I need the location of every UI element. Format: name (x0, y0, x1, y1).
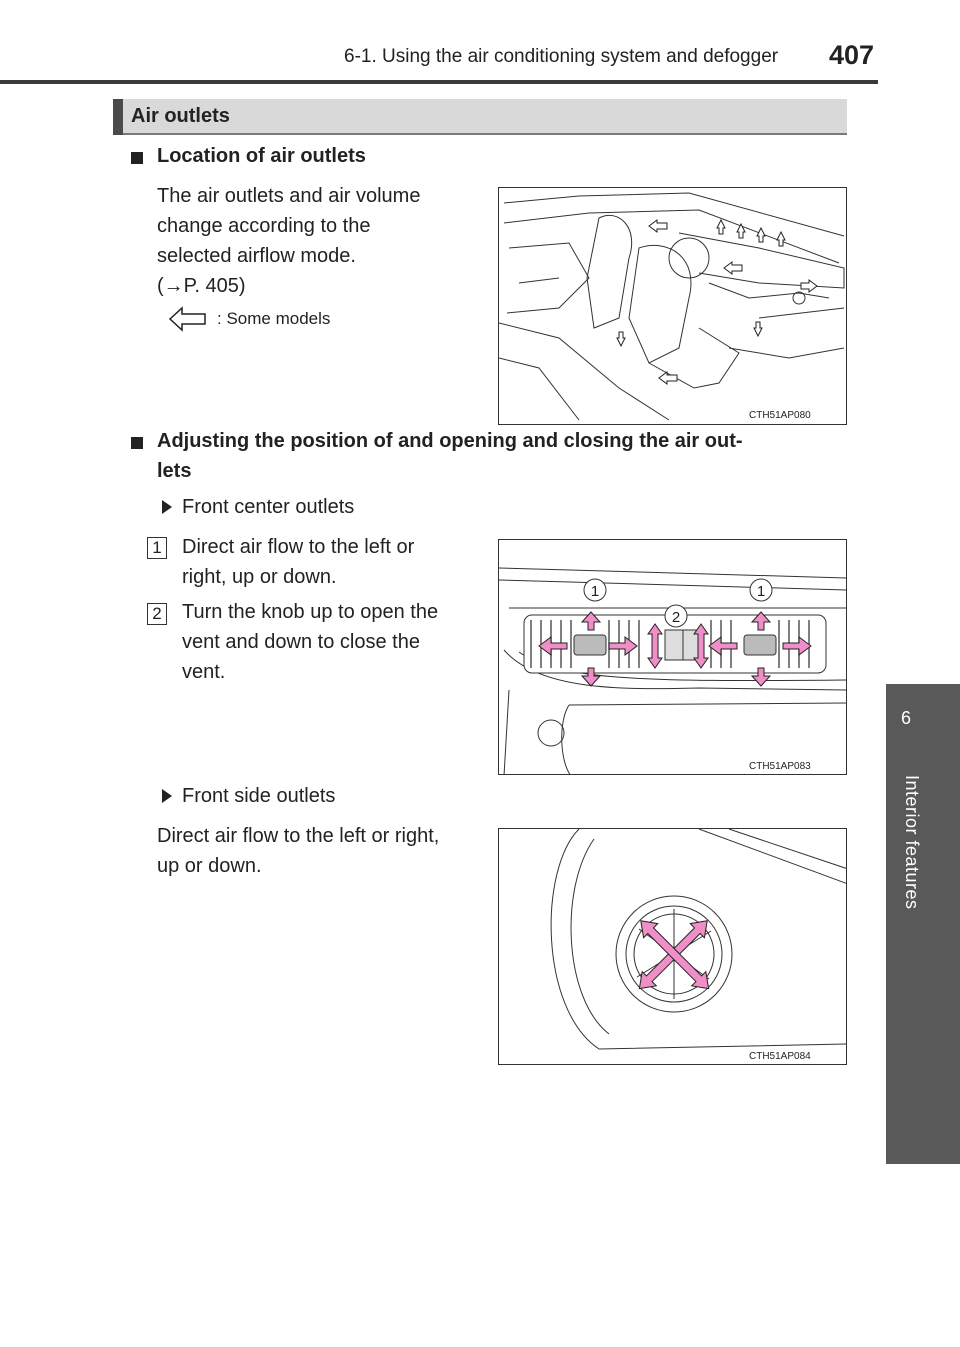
center-item2-line-2: vent and down to close the (182, 631, 420, 653)
figure-code: CTH51AP084 (749, 1051, 811, 1062)
center-item1-line-2: right, up or down. (182, 566, 337, 588)
callout-1-left: 1 (590, 583, 600, 600)
header-rule (0, 80, 878, 84)
chapter-number: 6 (900, 708, 911, 728)
section-bar-accent (113, 99, 123, 135)
front-center-label: Front center outlets (182, 496, 355, 518)
center-item2-line-3: vent. (182, 661, 226, 683)
legend-text: : Some models (217, 309, 331, 328)
section-title: Air outlets (131, 105, 230, 127)
adjusting-heading-line-1: Adjusting the position of and opening and closing the air out- (157, 430, 743, 452)
item-number-2: 2 (147, 603, 167, 625)
item-number-1: 1 (147, 537, 167, 559)
side-vent-illustration (499, 829, 847, 1065)
figure-code: CTH51AP083 (749, 761, 811, 772)
front-side-label: Front side outlets (182, 785, 336, 807)
reference-link[interactable]: P. 405 (183, 275, 239, 297)
center-vents-illustration (499, 540, 847, 775)
chapter-label: Interior features (902, 775, 922, 910)
some-models-arrow-icon (168, 305, 208, 333)
callout-1-right: 1 (756, 583, 766, 600)
callout-2: 2 (671, 609, 681, 626)
location-line-1: The air outlets and air volume (157, 185, 421, 207)
page-reference: (→P. 405) (157, 275, 246, 297)
side-line-2: up or down. (157, 855, 262, 877)
adjusting-heading-line-2: lets (157, 460, 192, 482)
subheading-bullet (131, 437, 143, 449)
subheading-bullet (131, 152, 143, 164)
location-heading: Location of air outlets (157, 145, 366, 167)
page-number: 407 (829, 40, 875, 70)
location-line-3: selected airflow mode. (157, 245, 356, 267)
header-section-title: 6-1. Using the air conditioning system and defogger (344, 46, 779, 67)
cabin-illustration (499, 188, 847, 425)
figure-code: CTH51AP080 (749, 410, 811, 421)
center-vents-figure (498, 539, 847, 775)
center-item1-line-1: Direct air flow to the left or (182, 536, 415, 558)
side-line-1: Direct air flow to the left or right, (157, 825, 440, 847)
triangle-bullet-icon (162, 500, 172, 514)
location-line-2: change according to the (157, 215, 371, 237)
cabin-figure (498, 187, 847, 425)
center-item2-line-1: Turn the knob up to open the (182, 601, 439, 623)
reference-arrow: → (163, 275, 184, 297)
triangle-bullet-icon (162, 789, 172, 803)
side-vent-figure (498, 828, 847, 1065)
